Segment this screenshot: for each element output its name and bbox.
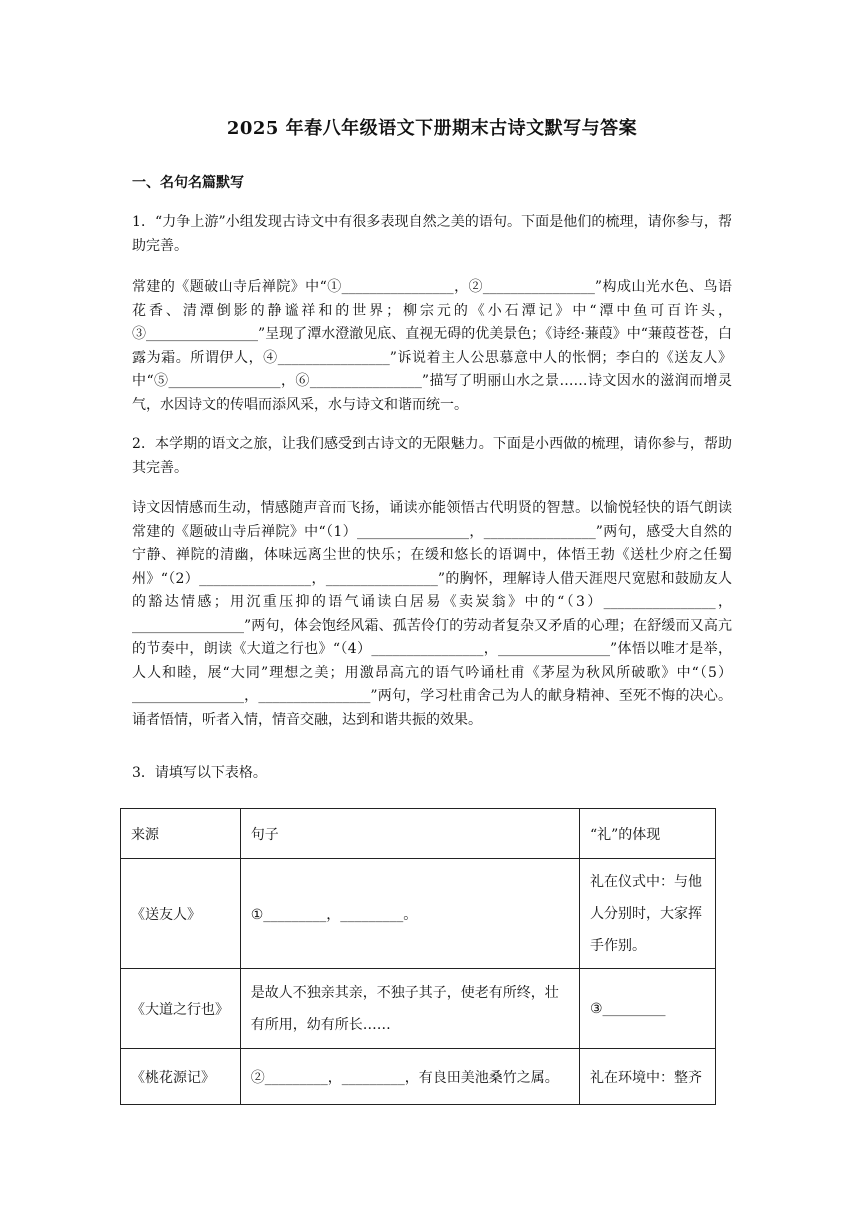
table-cell-sentence: ①_________，_________。 <box>240 859 579 969</box>
document-title: 2025 年春八年级语文下册期末古诗文默写与答案 <box>226 118 638 139</box>
table-header-row <box>121 809 716 859</box>
table-header-cell: 来源 <box>121 809 241 859</box>
question-3-intro: 3．请填写以下表格。 <box>132 765 267 781</box>
table-row <box>121 969 716 1049</box>
table-row <box>121 859 716 969</box>
table-cell-source: 《送友人》 <box>121 859 241 969</box>
answer-table <box>120 808 716 1105</box>
table-header-cell: “礼”的体现 <box>579 809 715 859</box>
question-1-body: 常建的《题破山寺后禅院》中“①________________，②________________”构成山光水色、鸟语花香、清潭倒影的静谧祥和的世界；柳宗元的《小石潭记》中“潭中鱼可百许头，③________________”呈现了潭水澄澈见底、直视无碍的优美景色；《诗经·蒹葭》中“蒹葭苍苍，白露为霜。所谓伊人，④________________”诉说着主人公思慕意中人的怅惘；李白的《送友人》中“⑤________________，⑥________________”描写了明丽山水之景……诗文因水的滋润而增灵气，水因诗文的传唱而添风采，水与诗文和谐而统一。 <box>132 279 732 413</box>
table-cell-sentence: ②_________，_________，有良田美池桑竹之属。 <box>240 1049 579 1105</box>
table-cell-li: 礼在环境中：整齐 <box>579 1049 715 1105</box>
table-cell-sentence: 是故人不独亲其亲，不独子其子，使老有所终，壮有所用，幼有所长…… <box>240 969 579 1049</box>
table-cell-li: ③_________ <box>579 969 715 1049</box>
table-row <box>121 1049 716 1105</box>
table-cell-source: 《桃花源记》 <box>121 1049 241 1105</box>
question-2-intro: 2．本学期的语文之旅，让我们感受到古诗文的无限魅力。下面是小西做的梳理，请你参与，帮助其完善。 <box>132 436 732 476</box>
table-header-cell: 句子 <box>240 809 579 859</box>
table-cell-source: 《大道之行也》 <box>121 969 241 1049</box>
section-heading: 一、名句名篇默写 <box>132 175 244 191</box>
question-1-intro: 1．“力争上游”小组发现古诗文中有很多表现自然之美的语句。下面是他们的梳理，请你参与，帮助完善。 <box>132 214 732 254</box>
table-cell-li: 礼在仪式中：与他人分别时，大家挥手作别。 <box>579 859 715 969</box>
question-2-body: 诗文因情感而生动，情感随声音而飞扬，诵读亦能领悟古代明贤的智慧。以愉悦轻快的语气朗读常建的《题破山寺后禅院》中“（1）________________，________________”两句，感受大自然的宁静、禅院的清幽，体味远离尘世的快乐；在缓和悠长的语调中，体悟王勃《送杜少府之任蜀州》“（2）________________，________________”的胸怀，理解诗人借天涯咫尺宽慰和鼓励友人的豁达情感；用沉重压抑的语气诵读白居易《卖炭翁》中的“（3）________________，________________”两句，体会饱经风霜、孤苦伶仃的劳动者复杂又矛盾的心理；在舒缓而又高亢的节奏中，朗读《大道之行也》“（4）________________，________________”体悟以唯才是举，人人和睦，展“大同”理想之美；用激昂高亢的语气吟诵杜甫《茅屋为秋风所破歌》中“（5）________________，________________”两句，学习杜甫舍己为人的献身精神、至死不悔的决心。诵者悟情，听者入情，情音交融，达到和谐共振的效果。 <box>132 500 732 728</box>
